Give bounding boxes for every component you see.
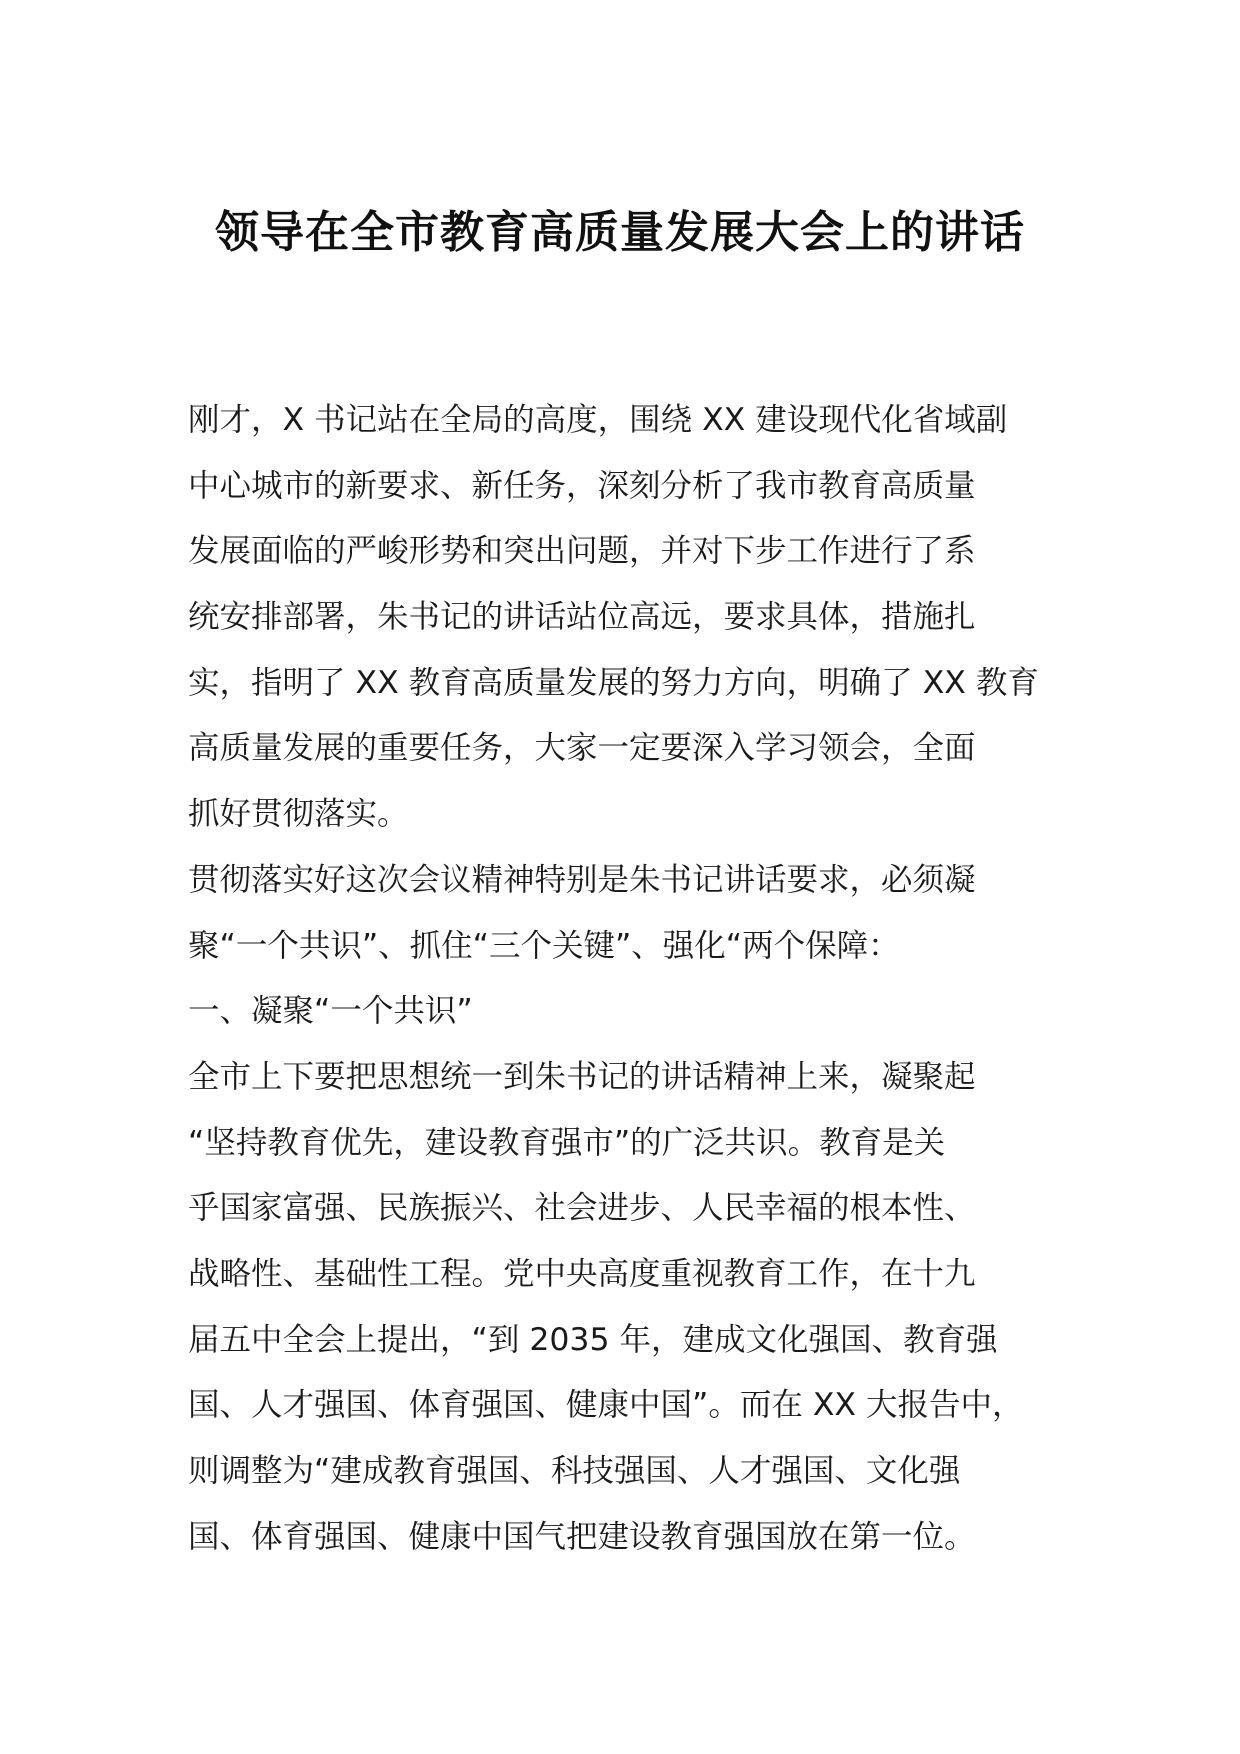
- text-line: 抓好贯彻落实。: [188, 796, 409, 833]
- text-line: 发展面临的严峻形势和突出问题，并对下步工作进行了系: [188, 533, 976, 570]
- text-line: 聚“一个共识”、抓住“三个关键”、强化“两个保障：: [188, 927, 900, 964]
- text-line: 高质量发展的重要任务，大家一定要深入学习领会，全面: [188, 730, 976, 767]
- text-line: 届五中全会上提出，“到 2035 年，建成文化强国、教育强: [188, 1321, 998, 1358]
- text-line: 刚才，X 书记站在全局的高度，围绕 XX 建设现代化省域副: [188, 402, 1008, 438]
- text-line: 国、人才强国、体育强国、健康中国”。而在 XX 大报告中，: [188, 1387, 1024, 1424]
- body-text: [188, 388, 1068, 1570]
- text-line: 则调整为“建成教育强国、科技强国、人才强国、文化强: [188, 1453, 961, 1489]
- text-line: 中心城市的新要求、新任务，深刻分析了我市教育高质量: [188, 467, 976, 504]
- text-line: 贯彻落实好这次会议精神特别是朱书记讲话要求，必须凝: [188, 861, 976, 898]
- text-line: 战略性、基础性工程。党中央高度重视教育工作，在十九: [188, 1255, 976, 1292]
- text-line: 实，指明了 XX 教育高质量发展的努力方向，明确了 XX 教育: [188, 664, 1039, 701]
- text-line: “坚持教育优先，建设教育强市”的广泛共识。教育是关: [188, 1124, 946, 1161]
- section-heading: 一、凝聚“一个共识”: [188, 993, 473, 1030]
- page-title: 领导在全市教育高质量发展大会上的讲话: [215, 207, 1025, 258]
- text-line: 国、体育强国、健康中国气把建设教育强国放在第一位。: [188, 1518, 976, 1555]
- text-line: 乎国家富强、民族振兴、社会进步、人民幸福的根本性、: [188, 1190, 976, 1227]
- text-line: 全市上下要把思想统一到朱书记的讲话精神上来，凝聚起: [188, 1058, 976, 1095]
- text-line: 统安排部署，朱书记的讲话站位高远，要求具体，措施扎: [188, 599, 976, 636]
